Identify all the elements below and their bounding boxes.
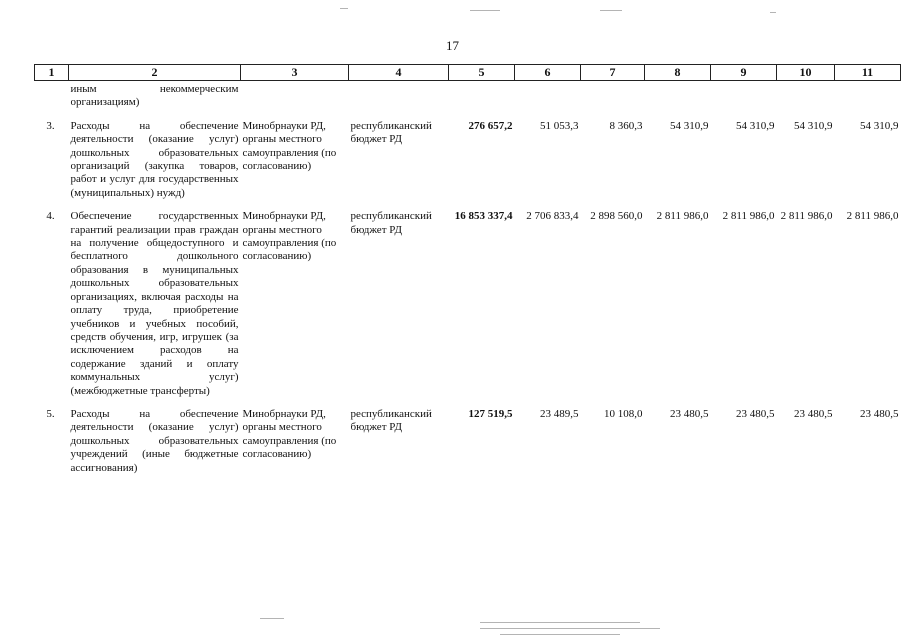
row-source: республиканский бюджет РД <box>350 210 432 236</box>
continuation-name: иным некоммерческим организациям) <box>70 83 239 109</box>
scan-artifact <box>260 618 284 619</box>
row-value-7: 2 898 560,0 <box>590 210 643 223</box>
table-row <box>35 408 901 475</box>
scan-artifact <box>770 12 776 13</box>
scan-artifact <box>340 8 348 9</box>
col-header-8: 8 <box>645 65 711 81</box>
row-number: 5. <box>46 407 55 420</box>
row-number: 3. <box>46 119 55 132</box>
row-value-9: 23 480,5 <box>736 407 775 420</box>
col-header-10: 10 <box>777 65 835 81</box>
continuation-row <box>35 81 901 110</box>
row-source: республиканский бюджет РД <box>350 407 432 434</box>
scan-artifact <box>470 10 500 11</box>
row-value-6: 51 053,3 <box>540 119 579 132</box>
row-value-11: 54 310,9 <box>860 119 899 132</box>
table-row <box>35 210 901 398</box>
row-value-7: 8 360,3 <box>609 119 643 132</box>
col-header-11: 11 <box>835 65 901 81</box>
row-total: 276 657,2 <box>468 119 513 132</box>
row-value-8: 23 480,5 <box>670 407 709 420</box>
row-source: республиканский бюджет РД <box>350 119 432 146</box>
row-number: 4. <box>46 210 55 223</box>
row-name: Обеспечение государственных гарантий реализации прав граждан на получение общедоступного и бесплатного дошкольного образования в муниципальных дошкольных образовательных организациях, включая расходы на оплату труда, приобретение учебников и учебных пособий, средств обучения, игр, игрушек (за исключением расходов на содержание зданий и оплату коммунальных услуг) (межбюджетные трансферты) <box>70 210 239 397</box>
page-number: 17 <box>446 38 459 53</box>
row-value-9: 2 811 986,0 <box>722 210 775 223</box>
scan-artifact <box>600 10 622 11</box>
row-value-9: 54 310,9 <box>736 119 775 132</box>
col-header-6: 6 <box>515 65 581 81</box>
row-value-6: 2 706 833,4 <box>526 210 579 223</box>
scan-artifact <box>480 622 640 623</box>
row-value-10: 23 480,5 <box>794 407 833 420</box>
table-row <box>35 120 901 200</box>
row-value-8: 54 310,9 <box>670 119 709 132</box>
column-number-header <box>35 65 901 81</box>
col-header-3: 3 <box>241 65 349 81</box>
row-value-7: 10 108,0 <box>604 407 643 420</box>
row-value-8: 2 811 986,0 <box>656 210 709 223</box>
row-total: 127 519,5 <box>468 407 513 420</box>
row-value-11: 23 480,5 <box>860 407 899 420</box>
row-value-10: 2 811 986,0 <box>780 210 833 223</box>
row-executor: Минобрнауки РД, органы местного самоуправления (по согласованию) <box>242 407 337 461</box>
budget-table <box>34 64 901 475</box>
row-executor: Минобрнауки РД, органы местного самоуправления (по согласованию) <box>242 119 337 173</box>
row-name: Расходы на обеспечение деятельности (оказание услуг) дошкольных образовательных учреждений (иные бюджетные ассигнования) <box>70 407 239 474</box>
row-total: 16 853 337,4 <box>454 210 513 223</box>
scan-artifact <box>500 634 620 635</box>
col-header-4: 4 <box>349 65 449 81</box>
row-value-11: 2 811 986,0 <box>846 210 899 223</box>
col-header-2: 2 <box>69 65 241 81</box>
row-executor: Минобрнауки РД, органы местного самоуправления (по согласованию) <box>242 210 337 263</box>
col-header-7: 7 <box>581 65 645 81</box>
col-header-1: 1 <box>35 65 69 81</box>
col-header-9: 9 <box>711 65 777 81</box>
scan-artifact <box>480 628 660 629</box>
col-header-5: 5 <box>449 65 515 81</box>
row-name: Расходы на обеспечение деятельности (оказание услуг) дошкольных образовательных организаций (закупка товаров, работ и услуг для государственных (муниципальных) нужд) <box>70 119 239 199</box>
row-value-6: 23 489,5 <box>540 407 579 420</box>
row-value-10: 54 310,9 <box>794 119 833 132</box>
